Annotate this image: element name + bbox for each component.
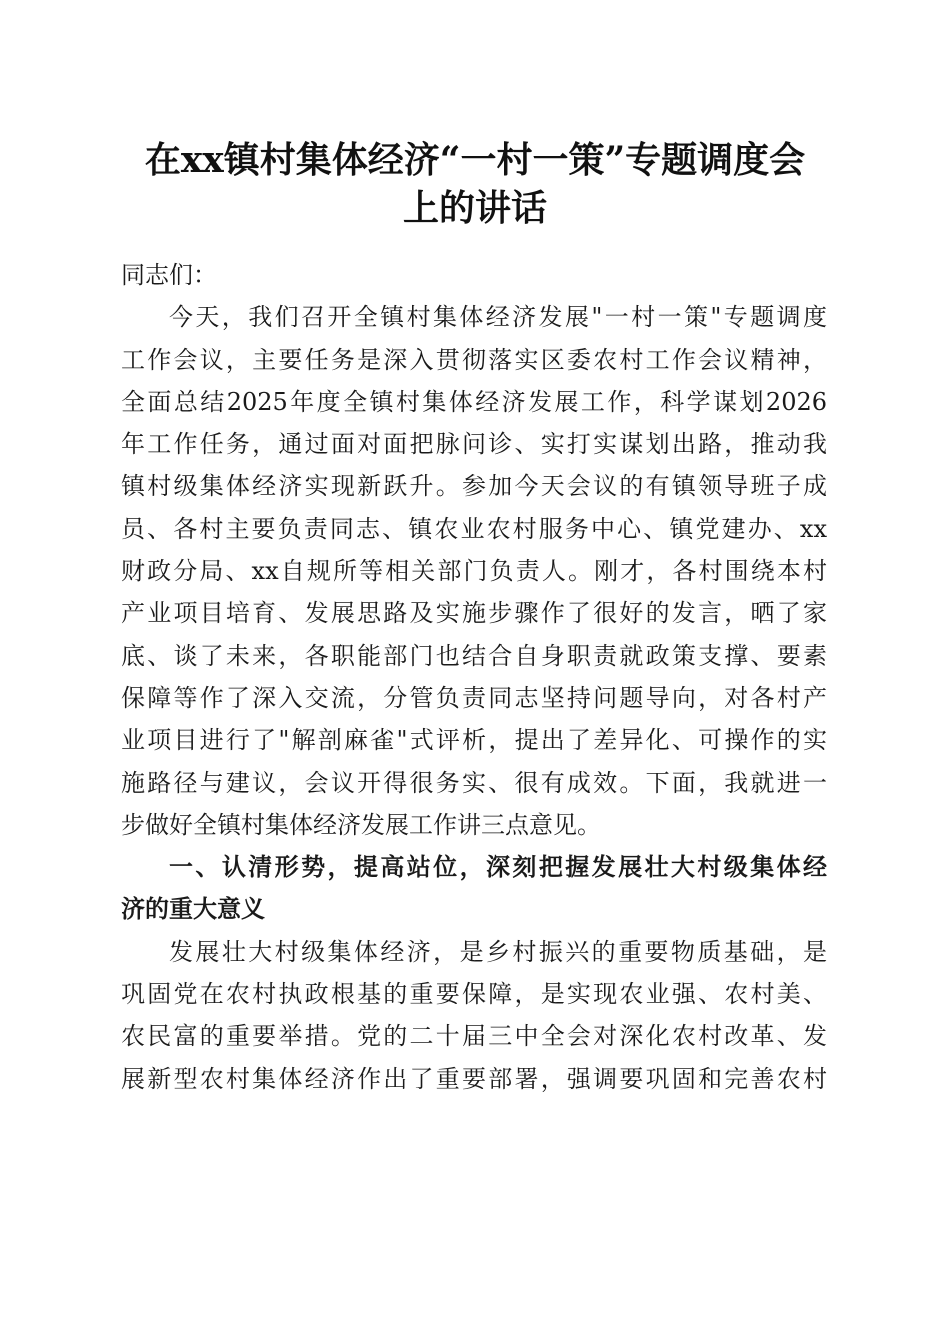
document-title (118, 136, 832, 232)
paragraph-line: 今天，我们召开全镇村集体经济发展"一村一策"专题调度 (169, 303, 827, 332)
salutation: 同志们： (121, 261, 217, 289)
paragraph-line: 镇村级集体经济实现新跃升。参加今天会议的有镇领导班子成 (121, 472, 827, 501)
paragraph-line: 业项目进行了"解剖麻雀"式评析，提出了差异化、可操作的实 (121, 726, 827, 755)
paragraph-line: 财政分局、xx自规所等相关部门负责人。刚才，各村围绕本村 (121, 557, 827, 586)
paragraph-line: 展新型农村集体经济作出了重要部署，强调要巩固和完善农村 (121, 1064, 827, 1093)
paragraph-line: 施路径与建议，会议开得很务实、很有成效。下面，我就进一 (121, 768, 827, 797)
section-heading-1 (121, 846, 827, 931)
paragraph-line: 全面总结2025年度全镇村集体经济发展工作，科学谋划2026 (121, 387, 827, 416)
paragraph-line: 底、谈了未来，各职能部门也结合自身职责就政策支撑、要素 (121, 641, 827, 670)
paragraph-line: 步做好全镇村集体经济发展工作讲三点意见。 (121, 810, 601, 839)
heading-line: 一、认清形势，提高站位，深刻把握发展壮大村级集体经 (169, 852, 827, 882)
paragraph-line: 巩固党在农村执政根基的重要保障，是实现农业强、农村美、 (121, 980, 827, 1009)
document-body (121, 254, 827, 1100)
paragraph-line: 发展壮大村级集体经济，是乡村振兴的重要物质基础，是 (169, 937, 827, 966)
paragraph-line: 保障等作了深入交流，分管负责同志坚持问题导向，对各村产 (121, 683, 827, 712)
title-line-1: 在xx镇村集体经济“一村一策”专题调度会 (144, 139, 806, 181)
heading-line: 济的重大意义 (121, 894, 265, 924)
title-line-2: 上的讲话 (402, 187, 547, 229)
paragraph-significance (121, 931, 827, 1100)
paragraph-line: 员、各村主要负责同志、镇农业农村服务中心、镇党建办、xx (121, 514, 827, 543)
paragraph-intro (121, 296, 827, 846)
paragraph-line: 农民富的重要举措。党的二十届三中全会对深化农村改革、发 (121, 1022, 827, 1051)
paragraph-line: 工作会议，主要任务是深入贯彻落实区委农村工作会议精神， (121, 345, 827, 374)
paragraph-line: 产业项目培育、发展思路及实施步骤作了很好的发言，晒了家 (121, 599, 827, 628)
paragraph-line: 年工作任务，通过面对面把脉问诊、实打实谋划出路，推动我 (121, 430, 827, 459)
